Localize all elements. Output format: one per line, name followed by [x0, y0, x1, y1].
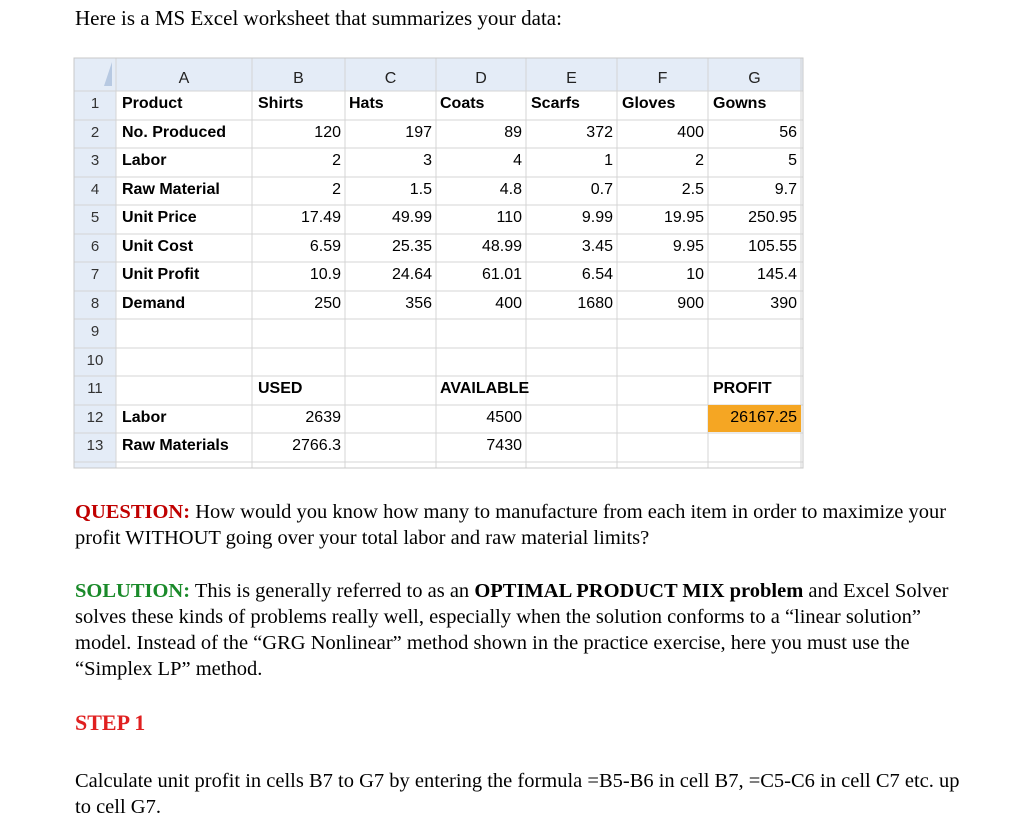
cell-f2[interactable]: 400 [677, 124, 704, 141]
intro-text: Here is a MS Excel worksheet that summarizes your data: [75, 6, 562, 30]
row-number[interactable]: 8 [90, 295, 100, 312]
profit-value[interactable]: 26167.25 [730, 409, 797, 426]
cell-b3[interactable]: 2 [332, 152, 341, 169]
raw-used[interactable]: 2766.3 [292, 437, 341, 454]
cell-b2[interactable]: 120 [314, 124, 341, 141]
col-header-b[interactable]: B [293, 70, 304, 87]
row-number[interactable]: 11 [87, 380, 103, 397]
cell-e4[interactable]: 0.7 [590, 181, 613, 198]
cell-a8[interactable]: Demand [122, 295, 186, 312]
cell-f3[interactable]: 2 [695, 152, 704, 169]
solution-paragraph [75, 578, 975, 682]
cell-e1[interactable]: Scarfs [531, 95, 580, 112]
cell-c6[interactable]: 25.35 [391, 238, 432, 255]
cell-f7[interactable]: 10 [686, 266, 704, 283]
col-header-c[interactable]: C [384, 70, 397, 87]
cell-a2[interactable]: No. Produced [122, 124, 227, 141]
row-number[interactable]: 4 [90, 181, 100, 198]
row-number[interactable]: 2 [90, 124, 100, 141]
cell-d8[interactable]: 400 [495, 295, 522, 312]
row-number[interactable]: 1 [90, 95, 100, 112]
cell-c3[interactable]: 3 [423, 152, 432, 169]
labor-used[interactable]: 2639 [305, 409, 341, 426]
cell-g2[interactable]: 56 [779, 124, 797, 141]
col-header-g[interactable]: G [748, 70, 761, 87]
col-header-e[interactable]: E [566, 70, 577, 87]
cell-d5[interactable]: 110 [496, 209, 522, 226]
cell-b5[interactable]: 17.49 [300, 209, 341, 226]
cell-f4[interactable]: 2.5 [681, 181, 704, 198]
cell-e5[interactable]: 9.99 [581, 209, 613, 226]
solution-text-2: and Excel Solver solves these kinds of problems really well, especially when the solution conforms to a “linear solution” model. Instead of the “GRG Nonlinear” method shown in the practice exercise, here you must use the “Simplex LP” method. [75, 580, 949, 680]
step-1-text: Calculate unit profit in cells B7 to G7 by entering the formula =B5-B6 in cell B7, =C5-C6 in cell C7 etc. up to cell G7. [75, 770, 960, 818]
cell-c2[interactable]: 197 [405, 124, 432, 141]
cell-a4[interactable]: Raw Material [122, 181, 220, 198]
cell-c4[interactable]: 1.5 [409, 181, 432, 198]
cell-d7[interactable]: 61.01 [481, 266, 522, 283]
cell-d2[interactable]: 89 [504, 124, 522, 141]
cell-d1[interactable]: Coats [440, 95, 485, 112]
cell-a1[interactable]: Product [122, 95, 183, 112]
col-header-f[interactable]: F [657, 70, 668, 87]
cell-e3[interactable]: 1 [604, 152, 613, 169]
used-label[interactable]: USED [258, 380, 303, 397]
available-label[interactable]: AVAILABLE [440, 380, 530, 397]
labor-label[interactable]: Labor [122, 409, 167, 426]
cell-a6[interactable]: Unit Cost [122, 238, 194, 255]
row-number[interactable]: 6 [90, 238, 100, 255]
cell-e2[interactable]: 372 [586, 124, 613, 141]
col-header-d[interactable]: D [475, 70, 487, 87]
cell-d4[interactable]: 4.8 [499, 181, 522, 198]
cell-c5[interactable]: 49.99 [391, 209, 432, 226]
cell-g4[interactable]: 9.7 [774, 181, 797, 198]
cell-g6[interactable]: 105.55 [748, 238, 797, 255]
cell-g8[interactable]: 390 [770, 295, 797, 312]
cell-a5[interactable]: Unit Price [122, 209, 197, 226]
cell-e6[interactable]: 3.45 [581, 238, 613, 255]
cell-c7[interactable]: 24.64 [391, 266, 432, 283]
question-text: How would you know how many to manufacture from each item in order to maximize your profit WITHOUT going over your total labor and raw material limits? [75, 501, 947, 549]
step-1-heading: STEP 1 [75, 710, 146, 735]
cell-a3[interactable]: Labor [122, 152, 167, 169]
row-number[interactable]: 13 [86, 437, 104, 454]
row-number[interactable]: 10 [86, 352, 104, 369]
cell-f6[interactable]: 9.95 [672, 238, 704, 255]
cell-f5[interactable]: 19.95 [663, 209, 704, 226]
cell-b8[interactable]: 250 [314, 295, 341, 312]
col-header-a[interactable]: A [178, 70, 190, 87]
cell-d6[interactable]: 48.99 [481, 238, 522, 255]
solution-bold: OPTIMAL PRODUCT MIX problem [474, 580, 804, 602]
profit-label[interactable]: PROFIT [713, 380, 772, 397]
raw-available[interactable]: 7430 [486, 437, 522, 454]
cell-g7[interactable]: 145.4 [756, 266, 797, 283]
cell-e7[interactable]: 6.54 [581, 266, 613, 283]
raw-materials-label[interactable]: Raw Materials [122, 437, 229, 454]
cell-d3[interactable]: 4 [513, 152, 522, 169]
cell-b1[interactable]: Shirts [258, 95, 304, 112]
cell-b7[interactable]: 10.9 [309, 266, 341, 283]
cell-b4[interactable]: 2 [332, 181, 341, 198]
solution-label: SOLUTION: [75, 580, 191, 602]
question-label: QUESTION: [75, 501, 191, 523]
row-number[interactable]: 9 [90, 323, 100, 340]
cell-e8[interactable]: 1680 [577, 295, 613, 312]
cell-a7[interactable]: Unit Profit [122, 266, 200, 283]
row-number[interactable]: 3 [90, 152, 100, 169]
cell-g1[interactable]: Gowns [713, 95, 767, 112]
question-paragraph [75, 499, 975, 551]
row-number[interactable]: 7 [90, 266, 100, 283]
cell-f1[interactable]: Gloves [622, 95, 676, 112]
cell-b6[interactable]: 6.59 [309, 238, 341, 255]
row-number[interactable]: 12 [86, 409, 104, 426]
labor-available[interactable]: 4500 [486, 409, 522, 426]
solution-text-1: This is generally referred to as an [190, 580, 475, 602]
cell-f8[interactable]: 900 [677, 295, 704, 312]
cell-c1[interactable]: Hats [349, 95, 384, 112]
cell-c8[interactable]: 356 [405, 295, 432, 312]
cell-g3[interactable]: 5 [788, 152, 797, 169]
cell-g5[interactable]: 250.95 [748, 209, 797, 226]
row-number[interactable]: 5 [90, 209, 100, 226]
